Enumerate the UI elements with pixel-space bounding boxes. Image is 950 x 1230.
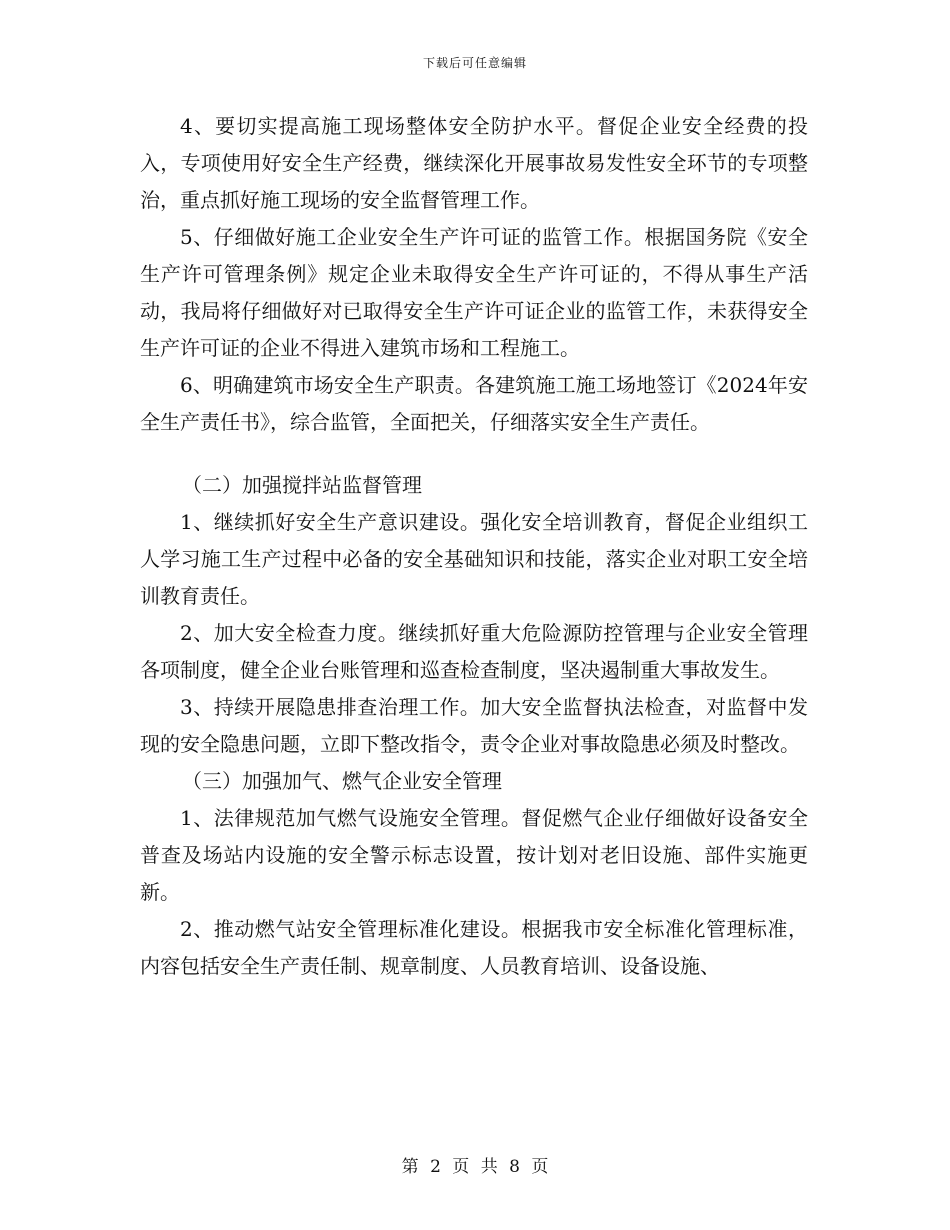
- section-heading-2: （二）加强搅拌站监督管理: [182, 473, 422, 497]
- page-number: 第 2 页 共 8 页: [401, 1157, 549, 1177]
- paragraph-gas-2: 2、推动燃气站安全管理标准化建设。根据我市安全标准化管理标准，内容包括安全生产责任制、规章制度、人员教育培训、设备设施、: [140, 917, 808, 978]
- paragraph-item-6: 6、明确建筑市场安全生产职责。各建筑施工施工场地签订《2024年安全生产责任书》，综合监管，全面把关，仔细落实安全生产责任。: [140, 373, 808, 434]
- paragraph-item-5: 5、仔细做好施工企业安全生产许可证的监管工作。根据国务院《安全生产许可管理条例》规定企业未取得安全生产许可证的，不得从事生产活动，我局将仔细做好对已取得安全生产许可证企业的监管工作，未获得安全生产许可证的企业不得进入建筑市场和工程施工。: [140, 225, 808, 360]
- paragraph-mixing-1: 1、继续抓好安全生产意识建设。强化安全培训教育，督促企业组织工人学习施工生产过程中必备的安全基础知识和技能，落实企业对职工安全培训教育责任。: [140, 510, 808, 608]
- paragraph-mixing-3: 3、持续开展隐患排查治理工作。加大安全监督执法检查，对监督中发现的安全隐患问题，立即下整改指令，责令企业对事故隐患必须及时整改。: [140, 695, 808, 756]
- document-body: [140, 108, 808, 985]
- paragraph-item-4: 4、要切实提高施工现场整体安全防护水平。督促企业安全经费的投入，专项使用好安全生产经费，继续深化开展事故易发性安全环节的专项整治，重点抓好施工现场的安全监督管理工作。: [140, 114, 808, 212]
- page-header-note: 下载后可任意编辑: [422, 56, 527, 70]
- section-heading-3: （三）加强加气、燃气企业安全管理: [182, 769, 502, 793]
- paragraph-mixing-2: 2、加大安全检查力度。继续抓好重大危险源防控管理与企业安全管理各项制度，健全企业台账管理和巡查检查制度，坚决遏制重大事故发生。: [140, 621, 808, 682]
- paragraph-gas-1: 1、法律规范加气燃气设施安全管理。督促燃气企业仔细做好设备安全普查及场站内设施的安全警示标志设置，按计划对老旧设施、部件实施更新。: [140, 806, 808, 904]
